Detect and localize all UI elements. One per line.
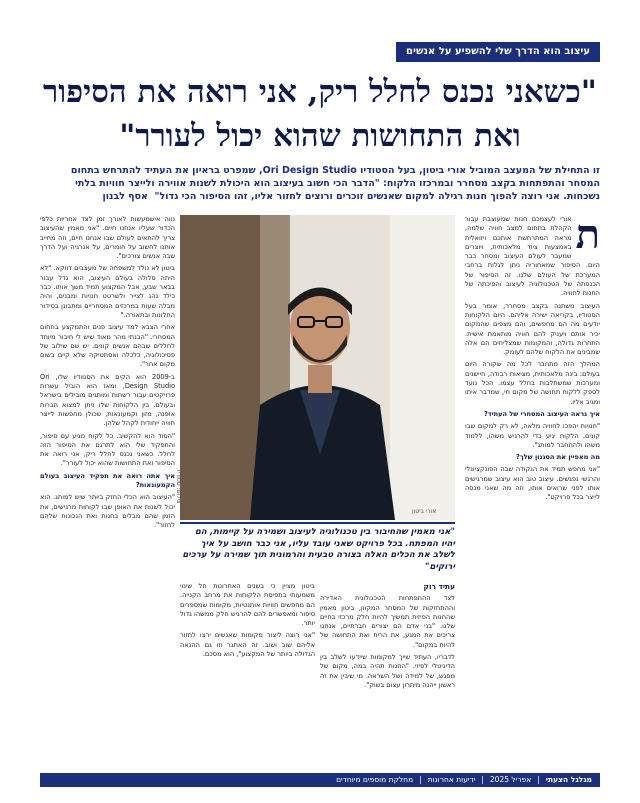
interview-question: איך נראה העיצוב המסחרי של העתיד? — [483, 409, 600, 418]
paragraph: אחרי הצבא למד עיצוב פנים והתמקצע בתחום המסחרי. "הבנתי מהר מאוד שיש לי חיבור מיוחד לחללים שבהם אנשים קונים. יש שם שילוב של פסיכולוגיה, כלכלה ואסתטיקה שלא קיים בשום מקום אחר". — [40, 323, 175, 369]
paragraph: המהלך הזה מתחבר לכל מה שקורה היום בעולם: בינה מלאכותית, מציאות רבודה, חיישנים ומערכות שמשתלבות בחלל עצמו. הכל נועד לספק ללקוח תחושה של מקום חי, שמדבר איתו ומגיב אליו. — [465, 360, 600, 406]
paragraph: ביטון לא נולד למשפחה של מעצבים דווקא. "לא היתה סלולה בעולם העיצוב, הוא גדל עבור בבאר שבע, אבל המקצוע תמיד משך אותו. כבר כילד נהג לצייר ולשרטט חנויות ומבנים, והיה מבלה שעות במרכזים המסחריים ומתבונן בסידור החלונות ובתאורה." — [40, 264, 175, 319]
photo-caption-name: אורי ביטון — [412, 508, 437, 515]
subhead-text: זו התחילת של המעצב המוביל אורי ביטון, בעל הסטודיו Ori Design Studio, שמפרט בראיון את העתיד להתרחש בתחום המסחר והתפתחות בקצב מסחרר ובמרכזו הלקוח: "הדבר הכי חשוב בעיצוב הוא היכולת לשנות אווירה ולייצר חוויות בלתי נשכחות. אני רוצה להפוך חנות רגילה למקום שאנשים זוכרים ורוצים לחזור אליו, זהו הסיפור הכי גדול" — [70, 165, 600, 202]
pull-quote: "אני מאמין שהחיבור בין טכנולוגיה לעיצוב ושמירה על קיימות, הם יהיו המפתח. בכל פרויקט שאני עובד עליו, אני כבר חושב על איך לשלב את הכלים האלה בצורה טבעית והרמונית תוך שמירה על ערכים ירוקים" — [180, 522, 455, 581]
footer-separator: | — [419, 775, 422, 784]
portrait-illustration — [180, 215, 455, 520]
paragraph: לצד ההתפתחות הטכנולוגית האדירה וההתחזקות של המסחר המקוון, ביטון מאמין שהחנות הפיזית תמשיך להיות חלק מרכזי בחיים שלנו. "בני אדם הם יצורים חברתיים, אנחנו צריכים את המגע, את הריח ואת התחושה של להיות במקום". — [320, 594, 455, 649]
footer-title: מגלגל הצעתי — [545, 775, 592, 784]
headline: "כשאני נכנס לחלל ריק, אני רואה את הסיפור ואת התחושות שהוא יכול לעורר" — [43, 74, 597, 154]
paragraph: נווה אישמעשות לאורך זמן לצד אחריות כלפי הכדור שעליו אנחנו חיים. "אני מאמין שהעיצוב צריך להתאים לעולם שבו אנחנו חיים, וזה מחייב אותנו לחשוב על חומרים, על אנרגיה ועל הדרך שבה אנשים צורכים". — [40, 215, 175, 261]
subhead — [40, 164, 600, 203]
byline — [102, 191, 151, 202]
paragraph: "אני רוצה ליצור מקומות שאנשים ירצו לחזור אליהם שוב ושוב. זה האתגר וזו גם ההנאה הגדולה ביותר של המקצוע", הוא מסכם. — [180, 631, 315, 659]
byline-author: אסף לבנון — [102, 191, 148, 202]
photo-credit: צילום: סטודיו — [175, 470, 182, 504]
interview-question: מה מאפיין את הסגנון שלך? — [516, 453, 600, 462]
footer-separator: | — [537, 775, 540, 784]
paragraph: "אני מחפש תמיד את הנקודה שבה הפונקציונלי והרגשי נפגשים. עיצוב טוב הוא עיצוב שמרגישים אותו לפני שרואים אותו, וזה מה שאני מנסה לייצר בכל פרויקט". — [465, 465, 600, 502]
paragraph: "חנויות יהפכו לחוויה מלאה, לא רק למקום שבו קונים. הלקוח יגיע כדי להרגיש משהו, ללמוד משהו ולהתחבר למותג". — [465, 422, 600, 449]
drop-cap: ת — [575, 215, 600, 258]
paragraph: "הסוד הוא להקשיב. כל לקוח מגיע עם סיפור, והתפקיד שלי הוא לתרגם את הסיפור הזה לחלל. כשאני נכנס לחלל ריק, אני רואה את הסיפור ואת התחושות שהוא יכול לעורר". — [40, 431, 175, 468]
paragraph: ב-2009 הוא הקים את הסטודיו שלו, Ori Design Studio, ומאז הוא הוביל עשרות פרויקטים עבור רשתות ומותגים מובילים בישראל ובעולם. בין הלקוחות שלו ניתן למצוא חברות אופנה, מזון וקמעונאות, שכולן מחפשות לייצר חוויה ייחודית לקהל שלהן. — [40, 372, 175, 428]
section-kicker: עיצוב הוא הדרך שלי להשפיע על אנשים — [396, 42, 600, 62]
article-column-mid-right — [320, 582, 455, 774]
paragraph: העיצוב משתנה בקצב מסחרר, אומר בעל הסטודיו, בקריאה ישירה אליהם. היום הלקוחות יודעים מה הם מחפשים, והם מצפים שהמקום יכיר אותם ויעניק להם חוויה מותאמת אישית. התחרות גדולה, והמקומות שמצליחים הם אלה שמבינים את הלקוח שלהם לעומק. — [465, 301, 600, 357]
section-subheading: עתיד רוק — [423, 582, 455, 591]
article-column-mid-left — [180, 582, 315, 774]
footer-separator: | — [481, 775, 484, 784]
paragraph: ביטון מציין כי בשנים האחרונות חל שינוי משמעותי בתפיסת הלקוחות את מרחב הקנייה. הם מחפשים חוויות אותנטיות, מקומות שמספרים סיפור ומאפשרים להם להרגיש חלק ממשהו גדול יותר. — [180, 582, 315, 628]
portrait-photo — [180, 215, 455, 520]
article-column-left — [40, 215, 175, 775]
paragraph: לדבריו, העתיד שייך למקומות שיידעו לשלב בין הדיגיטלי לפיזי. "החנות תהיה במה, מקום של מפגש, של למידה ושל השראה. מי שיבין את זה ראשון ייהנה מיתרון עצום בשוק". — [320, 653, 455, 689]
footer-brand: ידיעות אחרונות — [427, 775, 476, 784]
paragraph: "העיצוב הוא הכלי החזק ביותר שיש למותג. הוא יכול לשנות את האופן שבו לקוחות מרגישים, את הזמן שהם מבלים בחנות ואת הנכונות שלהם לחזור". — [40, 493, 175, 530]
page-footer — [40, 773, 600, 787]
footer-issue-date: אפריל 2025 — [489, 775, 532, 784]
interview-question: איך אתה רואה את תפקיד העיצוב בעולם הקמעונאות? — [40, 471, 175, 490]
article-column-right — [465, 215, 600, 775]
footer-section: מחלקת מוספים מיוחדים — [336, 775, 414, 784]
paragraph: אורי לעצמכם חנות שמעוצבת עבור הקהלת בתחום למצב חוויה שלמה, מראה המתרחשת אותכם ויזואלית באמצעות ציוד מלאכותית, ויוצרים שמעבר לעולם העיצוב ומסחר כבר היום. הסיפור שמאחוריה ניתן לגלות ברחבי המערכת של העולם שלנו. זה הסיפור של הכנסתה של הטכנולוגיה לעיצוב והפיכתה של החנות לחוויה. — [465, 215, 600, 298]
